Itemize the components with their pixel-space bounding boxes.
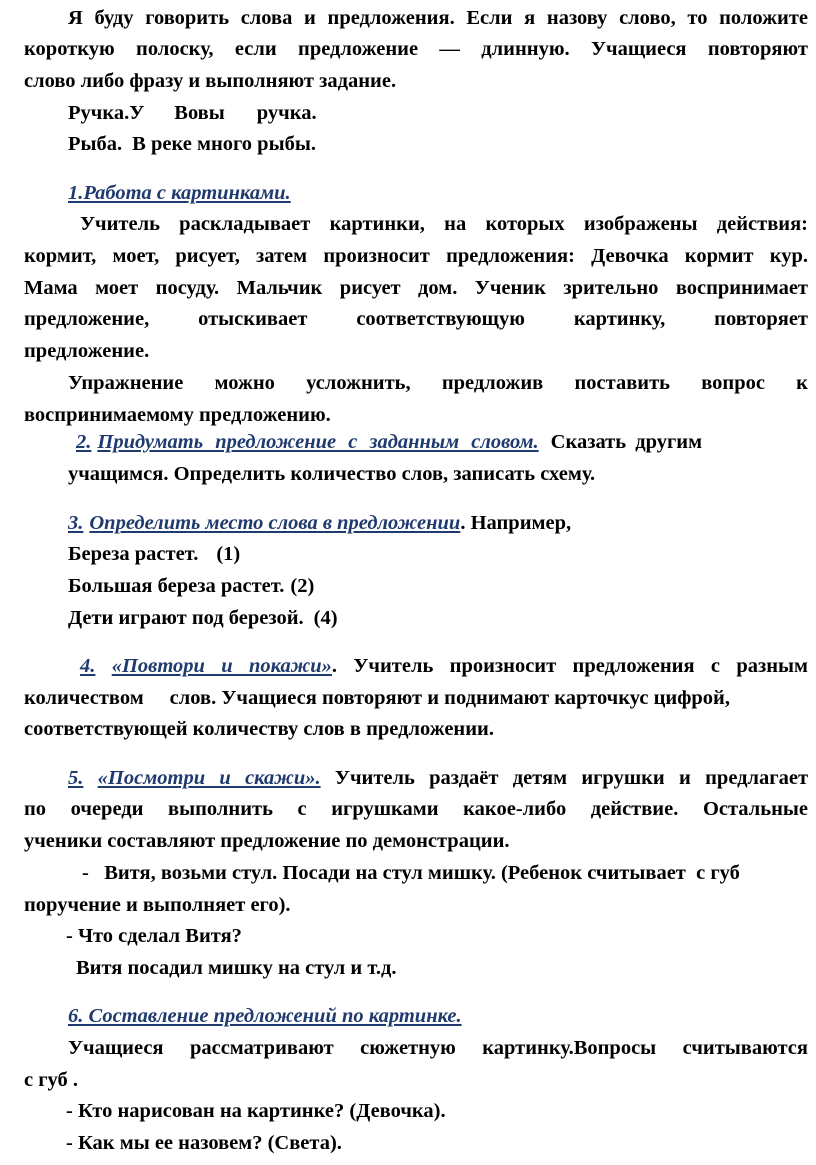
section-4-number: 4. xyxy=(80,655,96,677)
section-5-line: - Что сделал Витя? xyxy=(66,925,242,947)
section-6-line: - Как мы ее назовем? (Света). xyxy=(66,1132,342,1154)
section-3-example xyxy=(68,605,338,631)
section-5-line: ученики составляют предложение по демонстрации. xyxy=(24,830,510,852)
section-4-line xyxy=(24,685,730,711)
example-row-2 xyxy=(68,131,316,157)
section-1-line: предложение. xyxy=(24,340,150,362)
example-sentence: Большая береза растет. xyxy=(68,575,285,597)
section-6-line: Учащиеся рассматривают сюжетную картинку.Вопросы считываются xyxy=(68,1037,808,1059)
section-1-line: Учитель раскладывает картинки, на которых изображены действия: xyxy=(80,213,808,235)
example-word: Рыба. xyxy=(68,133,123,155)
section-5-number: 5. xyxy=(68,767,84,789)
example-sentence: Дети играют под березой. xyxy=(68,607,304,629)
section-4-heading-row xyxy=(80,653,808,679)
intro-line: слово либо фразу и выполняют задание. xyxy=(24,70,397,92)
section-1-line: кормит, моет, рисует, затем произносит предложения: Девочка кормит кур. xyxy=(24,245,808,267)
section-3-number: 3. xyxy=(68,512,84,534)
section-4-line: соответствующей количеству слов в предложении. xyxy=(24,718,494,740)
section-2-heading-row xyxy=(76,429,702,455)
section-5-text: Учитель раздаёт детям игрушки и предлагает xyxy=(334,767,809,789)
section-2-text: Сказать другим xyxy=(550,431,703,453)
word-count: (1) xyxy=(216,543,241,565)
section-5-line: Витя посадил мишку на стул и т.д. xyxy=(76,957,397,979)
section-2-heading: Придумать предложение с заданным словом. xyxy=(97,431,539,453)
intro-line: Я буду говорить слова и предложения. Если я назову слово, то положите xyxy=(68,7,808,29)
section-6-heading: 6. Составление предложений по картинке. xyxy=(68,1005,462,1027)
section-1-line: Упражнение можно усложнить, предложив поставить вопрос к xyxy=(68,372,808,394)
section-3-heading-row xyxy=(68,510,571,536)
section-3-text: . Например, xyxy=(460,512,572,534)
section-5-heading: «Посмотри и скажи». xyxy=(97,767,321,789)
section-4-text: . Учитель произносит предложения с разным xyxy=(331,655,809,677)
section-4-text: количеством xyxy=(24,687,144,709)
section-1-line: Мама моет посуду. Мальчик рисует дом. Ученик зрительно воспринимает xyxy=(24,277,808,299)
section-1-line: предложение, отыскивает соответствующую картинку, повторяет xyxy=(24,308,808,330)
section-5-line: - Витя, возьми стул. Посади на стул мишку. (Ребенок считывает с губ xyxy=(82,862,740,884)
example-phrase-part: ручка. xyxy=(256,102,317,124)
section-3-example xyxy=(68,573,314,599)
example-row-1 xyxy=(68,100,317,126)
section-1-line: воспринимаемому предложению. xyxy=(24,404,331,426)
example-sentence: Береза растет. xyxy=(68,543,199,565)
intro-line: короткую полоску, если предложение — длинную. Учащиеся повторяют xyxy=(24,38,808,60)
section-3-example xyxy=(68,541,240,567)
section-2-line: учащимся. Определить количество слов, записать схему. xyxy=(68,463,596,485)
section-6-line: - Кто нарисован на картинке? (Девочка). xyxy=(66,1100,446,1122)
section-5-line: по очереди выполнить с игрушками какое-либо действие. Остальные xyxy=(24,798,808,820)
word-count: (4) xyxy=(313,607,338,629)
section-5-line: поручение и выполняет его). xyxy=(24,894,291,916)
section-5-heading-row xyxy=(68,765,808,791)
section-1-heading: 1.Работа с картинками. xyxy=(68,182,291,204)
example-phrase-part: Вовы xyxy=(174,102,225,124)
word-count: (2) xyxy=(290,575,315,597)
section-6-line: с губ . xyxy=(24,1069,79,1091)
example-word: Ручка. xyxy=(68,102,130,124)
example-phrase: В реке много рыбы. xyxy=(132,133,316,155)
section-3-heading: Определить место слова в предложении xyxy=(89,512,461,534)
section-4-text: слов. Учащиеся повторяют и поднимают карточкус цифрой, xyxy=(169,687,730,709)
example-phrase-part: У xyxy=(129,102,145,124)
section-2-number: 2. xyxy=(76,431,92,453)
section-4-heading: «Повтори и покажи» xyxy=(111,655,332,677)
